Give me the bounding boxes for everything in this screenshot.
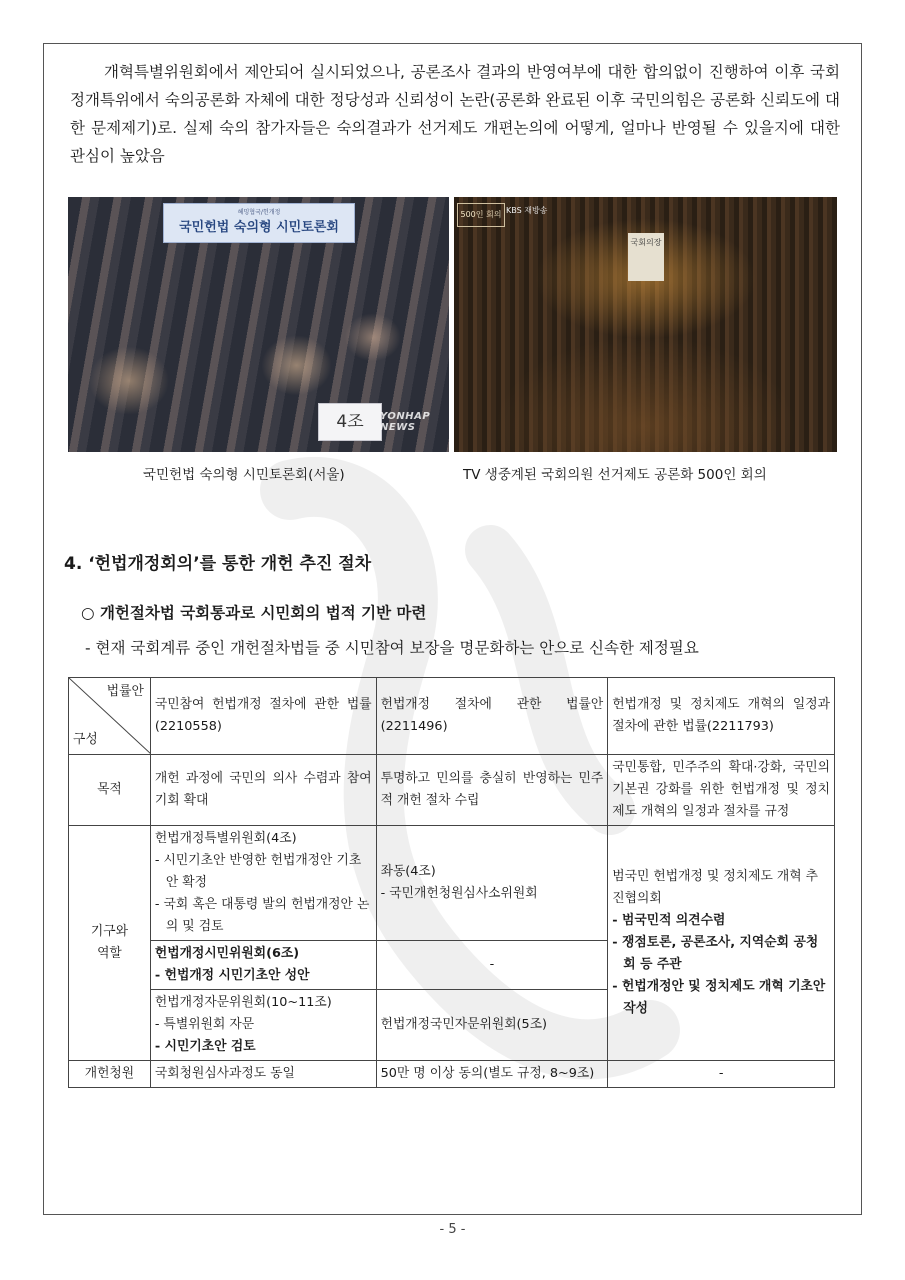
caption-left: 국민헌법 숙의형 시민토론회(서울) xyxy=(143,467,345,483)
col-header-2: 헌법개정 절차에 관한 법률안(2211496) xyxy=(376,678,608,755)
row-label-petition: 개헌청원 xyxy=(69,1061,151,1088)
broadcast-channel: KBS 재방송 xyxy=(506,206,548,215)
dash-line: - 현재 국회계류 중인 개헌절차법들 중 시민참여 보장을 명문화하는 안으로 신속한 제정필요 xyxy=(85,639,699,657)
org-col3-item3: - 헌법개정안 및 정치제도 개혁 기초안 작성 xyxy=(612,979,826,1016)
corner-top-label: 법률안 xyxy=(106,684,144,699)
corner-cell xyxy=(69,678,151,755)
org-a-item1: - 시민기초안 반영한 헌법개정안 기초안 확정 xyxy=(154,853,362,890)
org-col3-title: 범국민 헌법개정 및 정치제도 개혁 추진협의회 xyxy=(612,869,819,906)
purpose-col1: 개헌 과정에 국민의 의사 수렴과 참여 기회 확대 xyxy=(150,755,376,826)
org-col3 xyxy=(608,826,835,1061)
org-c-item1: - 특별위원회 자문 xyxy=(154,1017,255,1032)
row-label-org xyxy=(69,826,151,1061)
org-c-col1 xyxy=(150,990,376,1061)
org-b-item1: - 헌법개정 시민기초안 성안 xyxy=(154,968,310,983)
org-b-col1 xyxy=(150,941,376,990)
org-c-col2: 헌법개정국민자문위원회(5조) xyxy=(376,990,608,1061)
circle-bullet-icon: ○ xyxy=(81,604,95,622)
broadcast-logo: 500인 회의 xyxy=(457,203,505,227)
org-c-title: 헌법개정자문위원회(10~11조) xyxy=(154,995,332,1010)
photo-tv-debate xyxy=(454,197,837,452)
sub-heading xyxy=(81,601,426,623)
org-b-col2: - xyxy=(376,941,608,990)
photo-citizen-forum xyxy=(68,197,449,452)
org-col3-item2: - 쟁점토론, 공론조사, 지역순회 공청회 등 주관 xyxy=(612,935,819,972)
org-c-item2: - 시민기초안 검토 xyxy=(154,1039,256,1054)
org-a-col2-title: 좌동(4조) xyxy=(380,864,436,879)
col-header-1: 국민참여 헌법개정 절차에 관한 법률(2210558) xyxy=(150,678,376,755)
petition-col1: 국회청원심사과정도 동일 xyxy=(150,1061,376,1088)
sub-heading-text: 개헌절차법 국회통과로 시민회의 법적 기반 마련 xyxy=(99,604,427,622)
table-row-org-a xyxy=(69,826,835,941)
org-a-col2 xyxy=(376,826,608,941)
page-number: - 5 - xyxy=(439,1222,466,1237)
petition-col2: 50만 명 이상 동의(별도 규정, 8~9조) xyxy=(376,1061,608,1088)
org-a-title: 헌법개정특별위원회(4조) xyxy=(154,831,297,846)
corner-bottom-label: 구성 xyxy=(73,732,98,747)
row-label-org-line2: 역할 xyxy=(97,946,122,961)
table-row-petition xyxy=(69,1061,835,1088)
org-a-col1 xyxy=(150,826,376,941)
forum-banner-title: 국민헌법 숙의형 시민토론회 xyxy=(179,220,339,235)
row-label-org-line1: 기구와 xyxy=(90,924,128,939)
purpose-col3: 국민통합, 민주주의 확대·강화, 국민의 기본권 강화를 위한 헌법개정 및 정치제도 개혁의 일정과 절차를 규정 xyxy=(608,755,835,826)
law-comparison-table xyxy=(68,677,835,1088)
section-heading: 4. ‘헌법개정회의’를 통한 개헌 추진 절차 xyxy=(64,554,372,574)
org-a-item2: - 국회 혹은 대통령 발의 헌법개정안 논의 및 검토 xyxy=(154,897,370,934)
col-header-3: 헌법개정 및 정치제도 개혁의 일정과 절차에 관한 법률(2211793) xyxy=(608,678,835,755)
org-b-title: 헌법개정시민위원회(6조) xyxy=(154,946,300,961)
stage-podium: 국회의장 xyxy=(628,233,664,281)
petition-col3: - xyxy=(608,1061,835,1088)
forum-banner xyxy=(163,203,355,243)
table-header-row xyxy=(69,678,835,755)
yonhap-watermark: YONHAP NEWS xyxy=(380,411,431,433)
table-row-purpose xyxy=(69,755,835,826)
forum-banner-small: 헤밍협국/헌개정 xyxy=(237,209,281,216)
row-label-purpose: 목적 xyxy=(69,755,151,826)
table-sign: 4조 xyxy=(318,403,382,441)
purpose-col2: 투명하고 민의를 충실히 반영하는 민주적 개헌 절차 수립 xyxy=(376,755,608,826)
org-col3-item1: - 범국민적 의견수렴 xyxy=(612,913,726,928)
intro-paragraph xyxy=(70,58,840,170)
caption-right: TV 생중계된 국회의원 선거제도 공론화 500인 회의 xyxy=(463,467,767,483)
org-a-col2-item: - 국민개헌청원심사소위원회 xyxy=(380,886,538,901)
intro-text: 개혁특별위원회에서 제안되어 실시되었으나, 공론조사 결과의 반영여부에 대한 합의없이 진행하여 이후 국회 정개특위에서 숙의공론화 자체에 대한 정당성과 신뢰성이 논란(공론화 완료된 이후 국민의힘은 공론화 신뢰도에 대한 문제제기)로. 실제 숙의 참가자들은 숙의결과가 선거제도 개편논의에 어떻게, 얼마나 반영될 수 있을지에 대한 관심이 높았음 xyxy=(70,63,840,165)
